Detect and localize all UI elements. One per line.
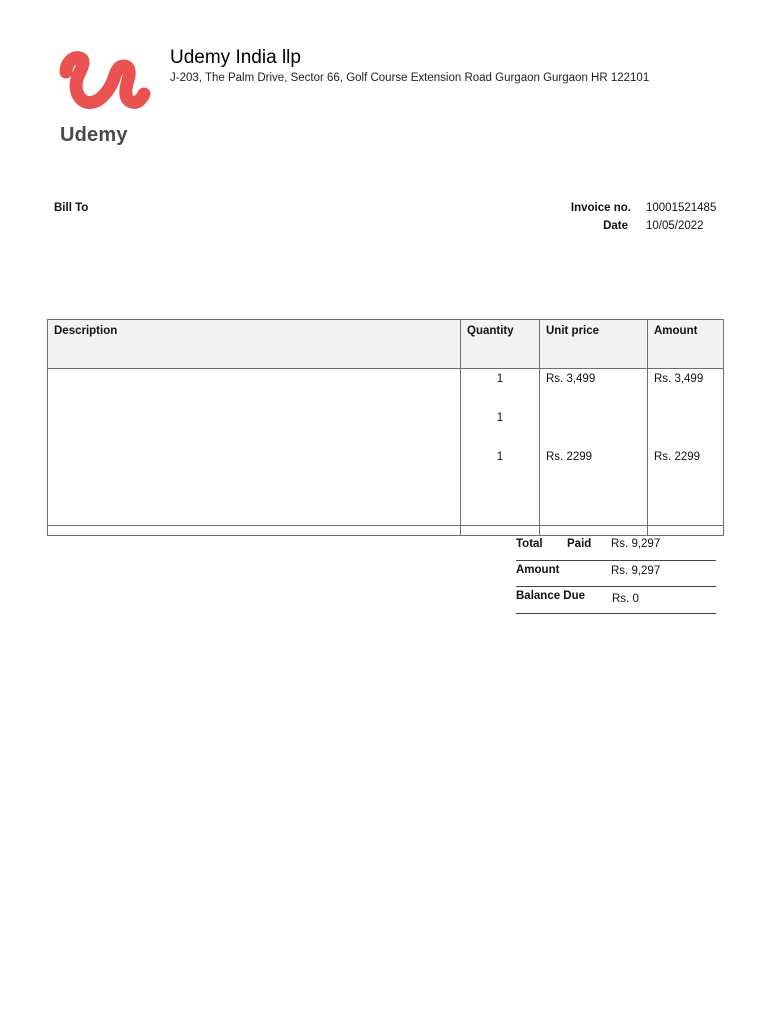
item-unit-price: Rs. 2299 [546, 451, 593, 463]
description-cell [48, 369, 461, 526]
spacer-cell [540, 526, 648, 536]
table-header-row [48, 320, 724, 369]
line-items-table [47, 319, 724, 536]
udemy-u-logo-icon [52, 50, 152, 120]
total-paid-value: Rs. 9,297 [611, 538, 661, 550]
header-quantity: Quantity [461, 320, 540, 369]
company-name: Udemy India llp [170, 47, 301, 68]
udemy-logo [52, 50, 152, 150]
invoice-number: 10001521485 [646, 202, 717, 214]
header-amount: Amount [648, 320, 724, 369]
bill-to-label: Bill To [54, 202, 89, 214]
item-quantity: 1 [496, 412, 504, 424]
quantity-cell [461, 369, 540, 526]
invoice-date: 10/05/2022 [646, 220, 704, 232]
table-body-row [48, 369, 724, 526]
invoice-number-label: Invoice no. [570, 202, 631, 214]
amount-value: Rs. 9,297 [611, 565, 661, 577]
spacer-cell [461, 526, 540, 536]
item-amount: Rs. 3,499 [654, 373, 704, 385]
logo-wordmark: Udemy [60, 124, 128, 146]
item-quantity: 1 [496, 451, 504, 463]
spacer-cell [648, 526, 724, 536]
totals-block [516, 535, 716, 614]
table-footer-spacer-row [48, 526, 724, 536]
item-quantity: 1 [496, 373, 504, 385]
balance-due-label: Balance Due [516, 590, 586, 602]
total-paid-row [516, 535, 716, 561]
amount-row [516, 561, 716, 587]
header-unit-price: Unit price [540, 320, 648, 369]
amount-cell [648, 369, 724, 526]
total-label: Total [516, 538, 543, 550]
header-description: Description [48, 320, 461, 369]
spacer-cell [48, 526, 461, 536]
paid-label: Paid [567, 538, 592, 550]
amount-label: Amount [516, 564, 560, 576]
item-amount: Rs. 2299 [654, 451, 701, 463]
unit-price-cell [540, 369, 648, 526]
company-address: J-203, The Palm Drive, Sector 66, Golf Course Extension Road Gurgaon Gurgaon HR 122101 [170, 72, 650, 84]
balance-due-value: Rs. 0 [612, 593, 639, 605]
balance-due-row [516, 587, 716, 614]
date-label: Date [603, 220, 628, 232]
item-unit-price: Rs. 3,499 [546, 373, 596, 385]
